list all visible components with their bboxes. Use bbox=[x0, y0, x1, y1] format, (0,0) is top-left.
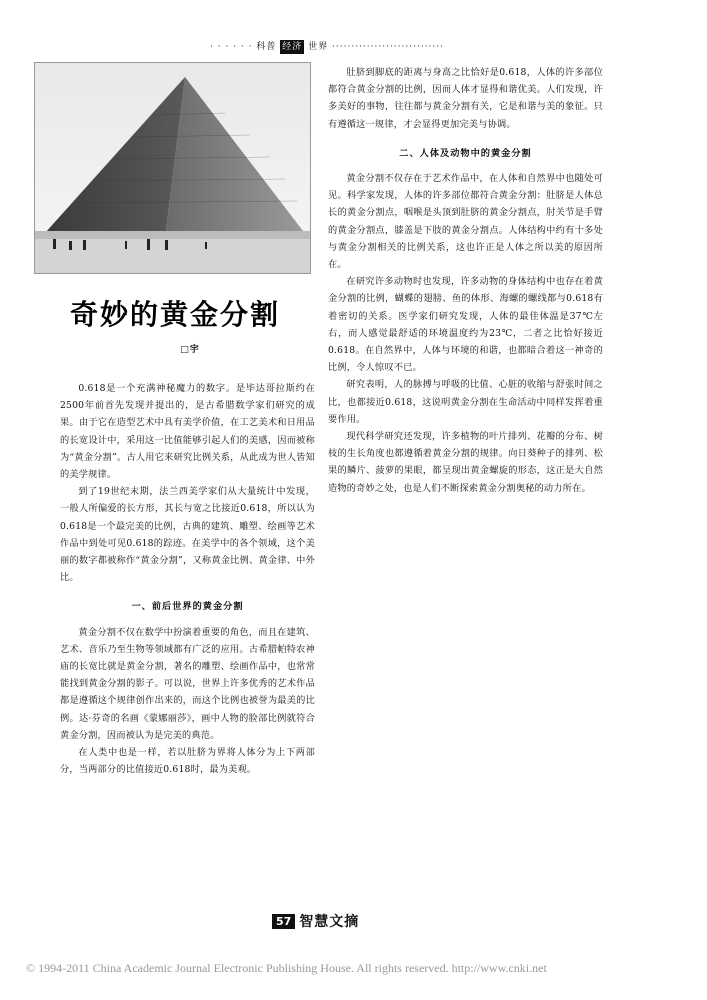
page-header bbox=[210, 40, 444, 54]
right-column bbox=[328, 64, 603, 884]
pyramid-photo bbox=[34, 62, 311, 274]
paragraph: 研究表明，人的脉搏与呼吸的比值、心脏的收缩与舒张时间之比，也都接近0.618，这说明黄金分割在生命活动中同样发挥着重要作用。 bbox=[328, 379, 603, 425]
header-dots: · · · · · · bbox=[210, 42, 253, 52]
page-number: 57 bbox=[272, 914, 295, 929]
pyramid-image bbox=[35, 63, 311, 274]
header-section: 世界 bbox=[308, 42, 329, 52]
paragraph: 0.618是一个充满神秘魔力的数字。是毕达哥拉斯约在2500年前首先发现并提出的，是古希腊数学家们研究的成果。由于它在造型艺术中具有美学价值，在工艺美术和日用品的长宽设计中，采用这一比值能够引起人们的美感，因而被称为“黄金分割”。古人用它来研究比例关系，从此成为世人皆知的美学规律。 bbox=[60, 383, 315, 481]
paragraph: 黄金分割不仅存在于艺术作品中，在人体和自然界中也随处可见。科学家发现，人体的许多部位都符合黄金分割：肚脐是人体总长的黄金分割点，咽喉是头顶到肚脐的黄金分割点，肘关节是手臂的黄金分割点，膝盖是下肢的黄金分割点。人体结构中约有十多处与黄金分割相关的比例关系，这也许正是人体之所以美的原因所在。 bbox=[328, 173, 603, 271]
journal-name: 智慧文摘 bbox=[299, 914, 360, 930]
paragraph: 在人类中也是一样，若以肚脐为界将人体分为上下两部分，当两部分的比值接近0.618时，最为美观。 bbox=[60, 747, 315, 776]
paragraph: 黄金分割不仅在数学中扮演着重要的角色，而且在建筑、艺术、音乐乃至生物等领域都有广泛的应用。古希腊帕特农神庙的长宽比就是黄金分割，著名的雕塑、绘画作品中，也常常能找到黄金分割的影子。可以说，世界上许多优秀的艺术作品都是遵循这个规律创作出来的，而这个比例也被誉为最美的比例。达·芬奇的名画《蒙娜丽莎》，画中人物的脸部比例就符合黄金分割，因而被认为是完美的典范。 bbox=[60, 626, 315, 741]
header-category: 科普 bbox=[256, 42, 277, 52]
article-title: 奇妙的黄金分割 bbox=[69, 298, 280, 331]
left-column bbox=[60, 380, 315, 880]
paragraph: 肚脐到脚底的距离与身高之比恰好是0.618，人体的许多部位都符合黄金分割的比例，因而人体才显得和谐优美。人们发现，许多美好的事物，往往都与黄金分割有关，它是和谐与美的象征。只有遵循这一规律，才会显得更加完美与协调。 bbox=[328, 67, 603, 130]
paragraph: 现代科学研究还发现，许多植物的叶片排列、花瓣的分布、树枝的生长角度也都遵循着黄金分割的规律。向日葵种子的排列、松果的鳞片、菠萝的果眼，都呈现出黄金螺旋的形态，这正是大自然造物的奇妙之处，也是人们不断探索黄金分割奥秘的动力所在。 bbox=[328, 431, 603, 494]
article-author: □宇 bbox=[180, 345, 200, 355]
section-heading-2: 二、人体及动物中的黄金分割 bbox=[399, 147, 532, 159]
paragraph: 到了19世纪末期，法兰西美学家们从大量统计中发现，一般人所偏爱的长方形，其长与宽之比接近0.618，所以认为0.618是一个最完美的比例，古典的建筑、雕塑、绘画等艺术作品中到处可见0.618的踪迹。在美学中的各个领域，这个美丽的数字都被称作“黄金分割”，又称黄金比例、黄金律、中外比。 bbox=[60, 486, 315, 584]
section-heading-1: 一、前后世界的黄金分割 bbox=[131, 601, 244, 613]
header-trail: ····························· bbox=[332, 42, 444, 52]
page-footer bbox=[272, 911, 359, 931]
paragraph: 在研究许多动物时也发现，许多动物的身体结构中也存在着黄金分割的比例，蝴蝶的翅膀、鱼的体形、海螺的螺线都与0.618有着密切的关系。医学家们研究发现，人体的最佳体温是37℃左右，而人感觉最舒适的环境温度约为23℃，二者之比恰好接近0.618。在自然界中，人体与环境的和谐，也都暗合着这一神奇的比例，令人惊叹不已。 bbox=[328, 276, 603, 374]
copyright-notice: © 1994-2011 China Academic Journal Electronic Publishing House. All rights reserved. http://www.cnki.net bbox=[26, 961, 547, 975]
header-box: 经济 bbox=[282, 42, 303, 52]
